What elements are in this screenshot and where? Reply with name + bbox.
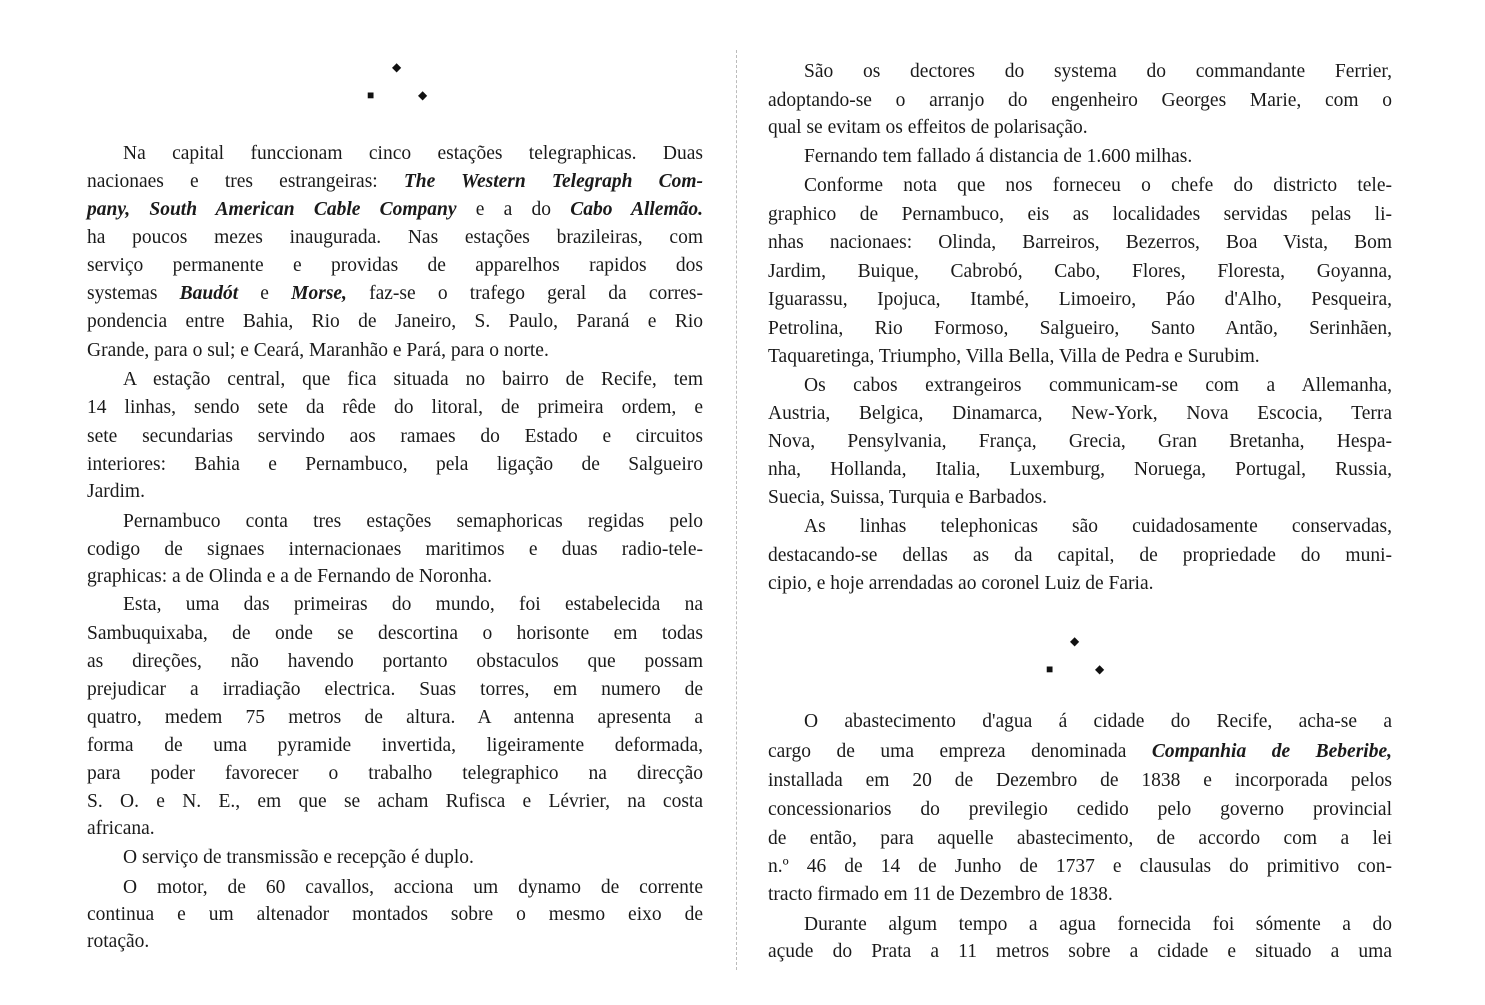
text-segment: codigo de signaes internacionaes maritimos e duas radio-tele- — [87, 539, 703, 560]
text-segment: qual se evitam os effeitos de polarisação. — [768, 117, 1088, 138]
text-line — [87, 425, 703, 449]
text-segment: tracto firmado em 11 de Dezembro de 1838. — [768, 884, 1113, 905]
text-line — [87, 762, 703, 786]
text-segment: graphico de Pernambuco, eis as localidades servidas pelas li- — [768, 204, 1392, 225]
text-line — [804, 515, 1392, 539]
text-line — [87, 282, 703, 306]
text-line — [768, 740, 1392, 764]
text-segment: Suecia, Suissa, Turquia e Barbados. — [768, 487, 1047, 508]
text-line — [768, 458, 1392, 482]
text-line — [804, 710, 1392, 734]
text-line — [87, 226, 703, 250]
asterism-star-icon: ◆ — [392, 60, 402, 74]
text-segment: Durante algum tempo a agua fornecida foi sómente a do — [804, 914, 1392, 935]
asterism-dot-icon: ■ — [1046, 662, 1054, 676]
text-segment: ha poucos mezes inaugurada. Nas estações brazileiras, com — [87, 227, 703, 248]
text-line — [768, 317, 1392, 341]
text-line — [768, 572, 1392, 596]
text-line — [768, 940, 1392, 964]
text-segment: systemas — [87, 283, 180, 304]
text-segment: S. O. e N. E., em que se acham Rufisca e Lévrier, na costa — [87, 791, 703, 812]
text-line — [87, 650, 703, 674]
text-segment: para poder favorecer o trabalho telegraphico na direcção — [87, 763, 703, 784]
text-line — [87, 622, 703, 646]
text-segment: Nova, Pensylvania, França, Grecia, Gran Bretanha, Hespa- — [768, 431, 1392, 452]
text-segment: O abastecimento d'agua á cidade do Recife, acha-se a — [804, 711, 1392, 732]
text-segment: Pernambuco conta tres estações semaphoricas regidas pelo — [123, 511, 703, 532]
text-segment: n.º 46 de 14 de Junho de 1737 e clausulas do primitivo con- — [768, 856, 1392, 877]
text-line — [768, 769, 1392, 793]
text-line — [768, 855, 1392, 879]
asterism-star-icon: ◆ — [1070, 634, 1080, 648]
text-segment: Jardim, Buique, Cabrobó, Cabo, Flores, Floresta, Goyanna, — [768, 261, 1392, 282]
text-segment: Conforme nota que nos forneceu o chefe do districto tele- — [804, 175, 1392, 196]
text-segment: A estação central, que fica situada no bairro de Recife, tem — [123, 369, 703, 390]
text-line — [123, 142, 703, 166]
text-segment: interiores: Bahia e Pernambuco, pela ligação de Salgueiro — [87, 454, 703, 475]
text-segment: destacando-se dellas as da capital, de propriedade do muni- — [768, 545, 1392, 566]
text-line — [87, 678, 703, 702]
text-line — [87, 538, 703, 562]
text-line — [804, 374, 1392, 398]
text-line — [768, 231, 1392, 255]
text-line — [123, 876, 703, 900]
text-segment: installada em 20 de Dezembro de 1838 e incorporada pelos — [768, 770, 1392, 791]
text-segment: O motor, de 60 cavallos, acciona um dynamo de corrente — [123, 877, 703, 898]
text-segment: Jardim. — [87, 481, 145, 502]
text-line — [768, 883, 1392, 907]
text-segment: Petrolina, Rio Formoso, Salgueiro, Santo Antão, Serinhãen, — [768, 318, 1392, 339]
asterism-dot-icon: ■ — [367, 88, 375, 102]
text-line — [123, 510, 703, 534]
text-segment: de então, para aquelle abastecimento, de accordo com a lei — [768, 828, 1392, 849]
text-segment: rotação. — [87, 931, 150, 952]
text-line — [87, 480, 703, 504]
italic-text: The Western Telegraph Com- — [403, 171, 703, 192]
page-gutter-divider — [736, 50, 737, 970]
text-segment: açude do Prata a 11 metros sobre a cidade e situado a uma — [768, 941, 1392, 962]
text-segment: faz-se o trafego geral da corres- — [346, 283, 704, 304]
text-segment: cipio, e hoje arrendadas ao coronel Luiz de Faria. — [768, 573, 1154, 594]
text-line — [768, 402, 1392, 426]
text-line — [768, 486, 1392, 510]
text-line — [768, 116, 1392, 140]
italic-text: pany, South American Cable Company — [87, 199, 457, 220]
text-segment: graphicas: a de Olinda e a de Fernando de Noronha. — [87, 566, 493, 587]
text-segment: Fernando tem fallado á distancia de 1.600 milhas. — [804, 146, 1193, 167]
text-segment: nacionaes e tres estrangeiras: — [87, 171, 404, 192]
text-line — [87, 339, 703, 363]
text-segment: Iguarassu, Ipojuca, Itambé, Limoeiro, Páo d'Alho, Pesqueira, — [768, 289, 1392, 310]
text-segment: Grande, para o sul; e Ceará, Maranhão e Pará, para o norte. — [87, 340, 549, 361]
text-segment: Austria, Belgica, Dinamarca, New-York, Nova Escocia, Terra — [768, 403, 1392, 424]
text-segment: Sambuquixaba, de onde se descortina o horisonte em todas — [87, 623, 703, 644]
text-line — [768, 260, 1392, 284]
text-segment: prejudicar a irradiação electrica. Suas torres, em numero de — [87, 679, 703, 700]
italic-text: Companhia de Beberibe, — [1151, 741, 1392, 762]
text-line — [768, 89, 1392, 113]
text-segment: Taquaretinga, Triumpho, Villa Bella, Villa de Pedra e Surubim. — [768, 346, 1260, 367]
text-line — [804, 174, 1392, 198]
text-line — [123, 368, 703, 392]
text-segment: e — [238, 283, 292, 304]
text-line — [87, 790, 703, 814]
text-line — [768, 430, 1392, 454]
text-segment: as direções, não havendo portanto obstaculos que possam — [87, 651, 703, 672]
text-segment: adoptando-se o arranjo do engenheiro Georges Marie, com o — [768, 90, 1392, 111]
text-segment: Os cabos extrangeiros communicam-se com a Allemanha, — [804, 375, 1392, 396]
text-line — [87, 396, 703, 420]
text-line — [768, 827, 1392, 851]
text-segment: pondencia entre Bahia, Rio de Janeiro, S. Paulo, Paraná e Rio — [87, 311, 703, 332]
text-line — [804, 145, 1392, 169]
text-line — [87, 198, 703, 222]
text-segment: e a do — [456, 199, 571, 220]
text-line — [804, 60, 1392, 84]
text-line — [87, 706, 703, 730]
text-line — [87, 817, 703, 841]
text-line — [768, 288, 1392, 312]
text-line — [768, 203, 1392, 227]
text-line — [804, 913, 1392, 937]
text-segment: nhas nacionaes: Olinda, Barreiros, Bezerros, Boa Vista, Bom — [768, 232, 1392, 253]
italic-text: Morse, — [291, 283, 347, 304]
asterism-star-icon: ◆ — [418, 88, 428, 102]
text-line — [87, 565, 703, 589]
text-segment: africana. — [87, 818, 155, 839]
text-segment: Esta, uma das primeiras do mundo, foi estabelecida na — [123, 594, 703, 615]
text-line — [87, 310, 703, 334]
text-segment: continua e um altenador montados sobre o mesmo eixo de — [87, 904, 703, 925]
text-line — [87, 453, 703, 477]
text-segment: concessionarios do previlegio cedido pelo governo provincial — [768, 799, 1392, 820]
asterism-star-icon: ◆ — [1095, 662, 1105, 676]
text-line — [123, 846, 703, 870]
italic-text: Cabo Allemão. — [570, 199, 703, 220]
text-line — [87, 170, 703, 194]
text-segment: 14 linhas, sendo sete da rêde do litoral, de primeira ordem, e — [87, 397, 703, 418]
text-segment: nha, Hollanda, Italia, Luxemburg, Noruega, Portugal, Russia, — [768, 459, 1392, 480]
text-line — [87, 930, 703, 954]
text-segment: cargo de uma empreza denominada — [768, 741, 1152, 762]
text-line — [123, 593, 703, 617]
text-line — [768, 345, 1392, 369]
text-segment: forma de uma pyramide invertida, ligeiramente deformada, — [87, 735, 703, 756]
text-line — [87, 903, 703, 927]
text-line — [87, 734, 703, 758]
text-line — [87, 254, 703, 278]
text-segment: serviço permanente e providas de apparelhos rapidos dos — [87, 255, 703, 276]
italic-text: Baudót — [179, 283, 239, 304]
text-line — [768, 798, 1392, 822]
text-segment: Na capital funccionam cinco estações telegraphicas. Duas — [123, 143, 703, 164]
text-segment: São os dectores do systema do commandante Ferrier, — [804, 61, 1392, 82]
text-segment: sete secundarias servindo aos ramaes do Estado e circuitos — [87, 426, 703, 447]
text-segment: quatro, medem 75 metros de altura. A antenna apresenta a — [87, 707, 703, 728]
text-segment: As linhas telephonicas são cuidadosamente conservadas, — [804, 516, 1392, 537]
text-segment: O serviço de transmissão e recepção é duplo. — [123, 847, 474, 868]
text-line — [768, 544, 1392, 568]
